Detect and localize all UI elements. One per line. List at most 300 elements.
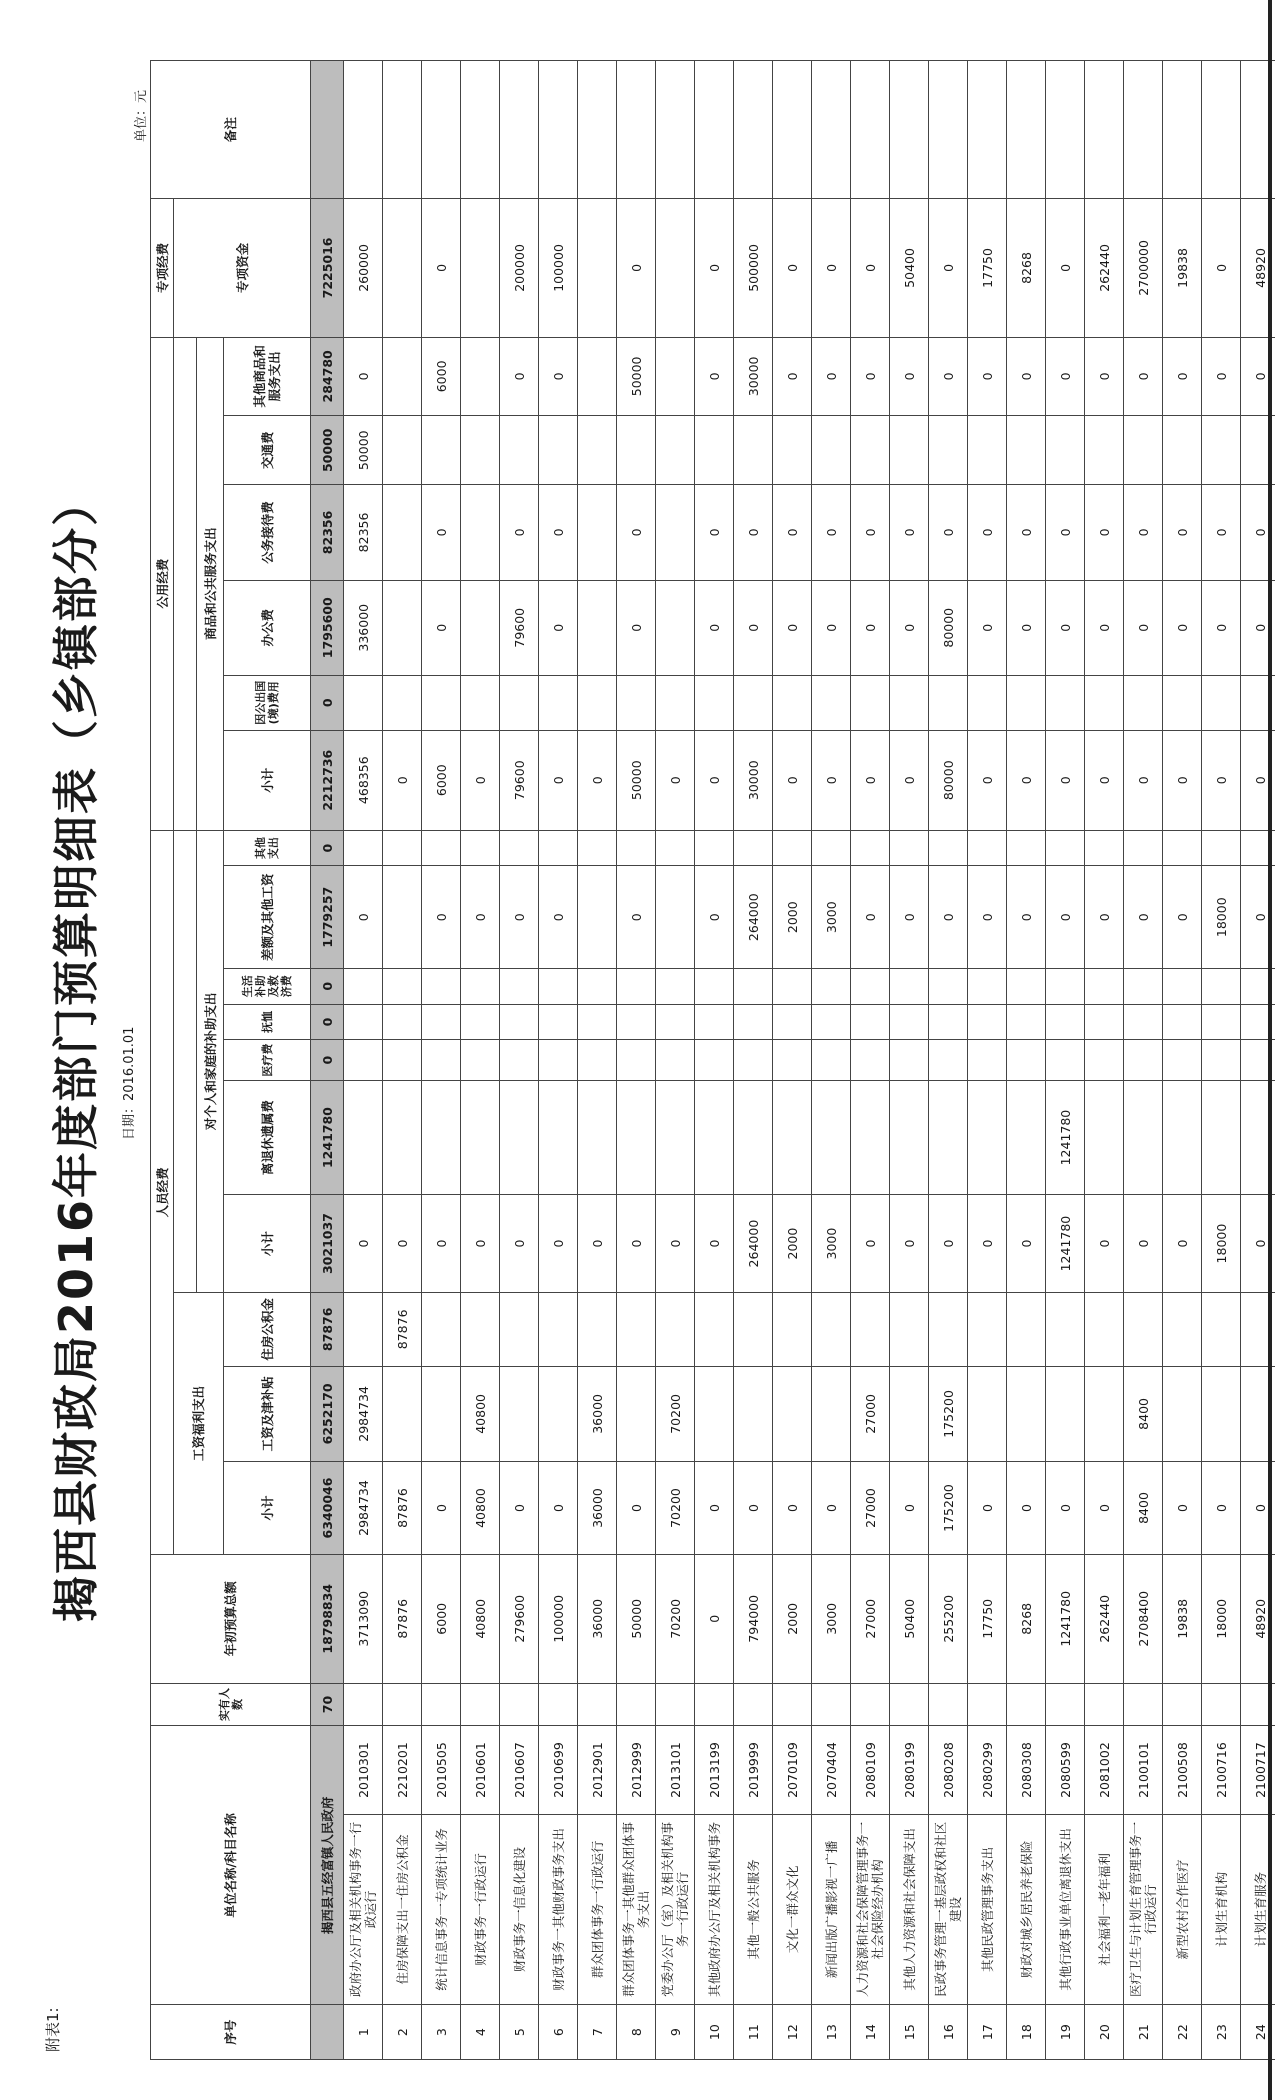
table-row bbox=[890, 61, 929, 2060]
cell-abroad bbox=[968, 675, 1007, 730]
col-living-subsidy: 生活补助及救济费 bbox=[224, 968, 311, 1004]
col-public-spacer bbox=[174, 337, 197, 830]
cell-goods-subtotal: 0 bbox=[656, 730, 695, 830]
cell-remark bbox=[656, 61, 695, 199]
cell-staff bbox=[695, 1683, 734, 1726]
cell-transport bbox=[812, 416, 851, 485]
cell-office: 0 bbox=[695, 580, 734, 675]
cell-retirement bbox=[422, 1080, 461, 1194]
cell-medical bbox=[383, 1040, 422, 1081]
total-row bbox=[311, 61, 344, 2060]
cell-travel-other: 2000 bbox=[773, 866, 812, 968]
cell-travel-other: 3000 bbox=[812, 866, 851, 968]
cell-family-subtotal: 0 bbox=[1085, 1195, 1124, 1293]
cell-travel-other: 0 bbox=[617, 866, 656, 968]
cell-family-subtotal: 0 bbox=[1007, 1195, 1046, 1293]
cell-abroad bbox=[1124, 675, 1163, 730]
cell-other-goods: 0 bbox=[539, 337, 578, 416]
cell-reception: 0 bbox=[500, 485, 539, 580]
col-family-group-spacer bbox=[174, 830, 197, 1292]
cell-remark bbox=[734, 61, 773, 199]
cell-reception: 82356 bbox=[344, 485, 383, 580]
cell-goods-subtotal: 0 bbox=[1124, 730, 1163, 830]
cell-medical bbox=[1124, 1040, 1163, 1081]
col-transport: 交通费 bbox=[224, 416, 311, 485]
cell-transport bbox=[851, 416, 890, 485]
cell-medical bbox=[812, 1040, 851, 1081]
cell-seq: 14 bbox=[851, 2005, 890, 2060]
cell-reception: 0 bbox=[617, 485, 656, 580]
cell-name: 统计信息事务一专项统计业务 bbox=[422, 1814, 461, 2005]
total-travel-other: 1779257 bbox=[311, 866, 344, 968]
cell-family-subtotal: 0 bbox=[1124, 1195, 1163, 1293]
cell-wage-allowance bbox=[1007, 1366, 1046, 1461]
cell-living-subsidy bbox=[500, 968, 539, 1004]
cell-wage-allowance: 8400 bbox=[1124, 1366, 1163, 1461]
cell-family-subtotal: 0 bbox=[383, 1195, 422, 1293]
table-row bbox=[968, 61, 1007, 2060]
cell-office: 0 bbox=[968, 580, 1007, 675]
cell-living-subsidy bbox=[461, 968, 500, 1004]
total-office: 1795600 bbox=[311, 580, 344, 675]
cell-code: 2080109 bbox=[851, 1726, 890, 1814]
col-medical: 医疗费 bbox=[224, 1040, 311, 1081]
cell-wage-subtotal: 0 bbox=[890, 1462, 929, 1555]
cell-name: 其他一般公共服务 bbox=[734, 1814, 773, 2005]
cell-special-fund: 2700000 bbox=[1124, 199, 1163, 337]
cell-medical bbox=[890, 1040, 929, 1081]
cell-abroad bbox=[1007, 675, 1046, 730]
cell-seq: 21 bbox=[1124, 2005, 1163, 2060]
cell-name: 财政对城乡居民养老保险 bbox=[1007, 1814, 1046, 2005]
cell-family-subtotal: 18000 bbox=[1202, 1195, 1241, 1293]
col-wage-subtotal: 小计 bbox=[224, 1462, 311, 1555]
table-row bbox=[851, 61, 890, 2060]
cell-special-fund: 0 bbox=[1202, 199, 1241, 337]
cell-family-subtotal: 0 bbox=[578, 1195, 617, 1293]
cell-goods-subtotal: 468356 bbox=[344, 730, 383, 830]
cell-other-expense bbox=[1124, 830, 1163, 866]
cell-remark bbox=[461, 61, 500, 199]
cell-total: 87876 bbox=[383, 1554, 422, 1683]
cell-special-fund: 0 bbox=[1046, 199, 1085, 337]
cell-family-subtotal: 0 bbox=[500, 1195, 539, 1293]
cell-living-subsidy bbox=[695, 968, 734, 1004]
cell-other-expense bbox=[578, 830, 617, 866]
cell-total: 794000 bbox=[734, 1554, 773, 1683]
cell-other-goods bbox=[578, 337, 617, 416]
cell-staff bbox=[1007, 1683, 1046, 1726]
cell-transport bbox=[1046, 416, 1085, 485]
cell-reception: 0 bbox=[1241, 485, 1275, 580]
cell-office: 0 bbox=[1007, 580, 1046, 675]
cell-seq: 12 bbox=[773, 2005, 812, 2060]
cell-wage-allowance: 175200 bbox=[929, 1366, 968, 1461]
cell-staff bbox=[1085, 1683, 1124, 1726]
cell-medical bbox=[500, 1040, 539, 1081]
cell-total: 6000 bbox=[422, 1554, 461, 1683]
cell-other-goods: 0 bbox=[1202, 337, 1241, 416]
cell-goods-subtotal: 0 bbox=[851, 730, 890, 830]
cell-special-fund: 0 bbox=[773, 199, 812, 337]
cell-housing-fund bbox=[734, 1292, 773, 1366]
cell-medical bbox=[695, 1040, 734, 1081]
cell-wage-subtotal: 0 bbox=[500, 1462, 539, 1555]
cell-abroad bbox=[1163, 675, 1202, 730]
cell-housing-fund bbox=[500, 1292, 539, 1366]
cell-code: 2010601 bbox=[461, 1726, 500, 1814]
cell-name: 财政事务一信息化建设 bbox=[500, 1814, 539, 2005]
cell-other-goods: 0 bbox=[812, 337, 851, 416]
cell-code: 2010505 bbox=[422, 1726, 461, 1814]
col-wage-allowance: 工资及津补贴 bbox=[224, 1366, 311, 1461]
cell-office bbox=[461, 580, 500, 675]
cell-other-expense bbox=[1085, 830, 1124, 866]
cell-goods-subtotal: 50000 bbox=[617, 730, 656, 830]
cell-housing-fund bbox=[851, 1292, 890, 1366]
cell-name: 其他行政事业单位离退休支出 bbox=[1046, 1814, 1085, 2005]
cell-goods-subtotal: 0 bbox=[578, 730, 617, 830]
cell-transport bbox=[422, 416, 461, 485]
total-transport: 50000 bbox=[311, 416, 344, 485]
cell-total: 17750 bbox=[968, 1554, 1007, 1683]
cell-medical bbox=[1085, 1040, 1124, 1081]
cell-reception: 0 bbox=[1007, 485, 1046, 580]
col-family-group: 对个人和家庭的补助支出 bbox=[197, 830, 224, 1292]
cell-other-expense bbox=[1007, 830, 1046, 866]
cell-transport bbox=[734, 416, 773, 485]
cell-pension bbox=[734, 1004, 773, 1040]
cell-staff bbox=[1163, 1683, 1202, 1726]
total-total: 18798834 bbox=[311, 1554, 344, 1683]
cell-other-expense bbox=[812, 830, 851, 866]
cell-goods-subtotal: 0 bbox=[812, 730, 851, 830]
cell-wage-subtotal: 0 bbox=[1046, 1462, 1085, 1555]
cell-code: 2080299 bbox=[968, 1726, 1007, 1814]
cell-seq: 22 bbox=[1163, 2005, 1202, 2060]
cell-code: 2100508 bbox=[1163, 1726, 1202, 1814]
cell-abroad bbox=[383, 675, 422, 730]
cell-wage-allowance bbox=[1202, 1366, 1241, 1461]
col-public: 公用经费 bbox=[151, 337, 174, 830]
cell-wage-allowance bbox=[812, 1366, 851, 1461]
cell-other-expense bbox=[344, 830, 383, 866]
col-other-expense: 其他支出 bbox=[224, 830, 311, 866]
cell-reception bbox=[656, 485, 695, 580]
table-row bbox=[734, 61, 773, 2060]
cell-other-expense bbox=[656, 830, 695, 866]
cell-retirement bbox=[344, 1080, 383, 1194]
cell-family-subtotal: 0 bbox=[968, 1195, 1007, 1293]
cell-other-goods: 30000 bbox=[734, 337, 773, 416]
cell-pension bbox=[461, 1004, 500, 1040]
cell-travel-other: 0 bbox=[851, 866, 890, 968]
table-row bbox=[1046, 61, 1085, 2060]
cell-abroad bbox=[1085, 675, 1124, 730]
cell-remark bbox=[617, 61, 656, 199]
cell-goods-subtotal: 79600 bbox=[500, 730, 539, 830]
attachment-label: 附表1: bbox=[44, 2007, 62, 2052]
cell-travel-other: 0 bbox=[1046, 866, 1085, 968]
cell-retirement bbox=[890, 1080, 929, 1194]
cell-wage-allowance bbox=[695, 1366, 734, 1461]
table-row bbox=[1085, 61, 1124, 2060]
table-row bbox=[539, 61, 578, 2060]
cell-other-goods: 50000 bbox=[617, 337, 656, 416]
cell-family-subtotal: 0 bbox=[422, 1195, 461, 1293]
table-row bbox=[1124, 61, 1163, 2060]
cell-family-subtotal: 0 bbox=[1163, 1195, 1202, 1293]
cell-travel-other: 0 bbox=[1085, 866, 1124, 968]
cell-retirement bbox=[1202, 1080, 1241, 1194]
cell-name: 政府办公厅及相关机构事务一行政运行 bbox=[344, 1814, 383, 2005]
cell-housing-fund bbox=[1046, 1292, 1085, 1366]
cell-remark bbox=[383, 61, 422, 199]
cell-medical bbox=[734, 1040, 773, 1081]
cell-other-expense bbox=[461, 830, 500, 866]
total-reception: 82356 bbox=[311, 485, 344, 580]
cell-abroad bbox=[461, 675, 500, 730]
total-remark bbox=[311, 61, 344, 199]
cell-living-subsidy bbox=[617, 968, 656, 1004]
cell-retirement bbox=[461, 1080, 500, 1194]
cell-living-subsidy bbox=[968, 968, 1007, 1004]
cell-staff bbox=[656, 1683, 695, 1726]
cell-family-subtotal: 264000 bbox=[734, 1195, 773, 1293]
cell-retirement bbox=[617, 1080, 656, 1194]
cell-housing-fund bbox=[1124, 1292, 1163, 1366]
table-row bbox=[1007, 61, 1046, 2060]
cell-goods-subtotal: 80000 bbox=[929, 730, 968, 830]
cell-remark bbox=[422, 61, 461, 199]
cell-special-fund: 100000 bbox=[539, 199, 578, 337]
cell-abroad bbox=[578, 675, 617, 730]
cell-special-fund: 200000 bbox=[500, 199, 539, 337]
cell-abroad bbox=[695, 675, 734, 730]
cell-other-expense bbox=[383, 830, 422, 866]
cell-wage-subtotal: 36000 bbox=[578, 1462, 617, 1555]
cell-staff bbox=[890, 1683, 929, 1726]
cell-pension bbox=[539, 1004, 578, 1040]
cell-medical bbox=[617, 1040, 656, 1081]
cell-other-goods: 0 bbox=[500, 337, 539, 416]
cell-other-goods: 0 bbox=[929, 337, 968, 416]
cell-retirement bbox=[539, 1080, 578, 1194]
table-row bbox=[929, 61, 968, 2060]
cell-wage-allowance: 40800 bbox=[461, 1366, 500, 1461]
cell-retirement bbox=[812, 1080, 851, 1194]
total-staff: 70 bbox=[311, 1683, 344, 1726]
cell-wage-subtotal: 40800 bbox=[461, 1462, 500, 1555]
cell-other-expense bbox=[851, 830, 890, 866]
cell-transport bbox=[1124, 416, 1163, 485]
cell-goods-subtotal: 0 bbox=[1085, 730, 1124, 830]
cell-remark bbox=[1202, 61, 1241, 199]
cell-total: 1241780 bbox=[1046, 1554, 1085, 1683]
cell-remark bbox=[929, 61, 968, 199]
cell-name: 医疗卫生与计划生育管理事务一行政运行 bbox=[1124, 1814, 1163, 2005]
cell-name: 财政事务一其他财政事务支出 bbox=[539, 1814, 578, 2005]
cell-wage-subtotal: 175200 bbox=[929, 1462, 968, 1555]
cell-office: 0 bbox=[539, 580, 578, 675]
cell-transport bbox=[929, 416, 968, 485]
cell-code: 2070404 bbox=[812, 1726, 851, 1814]
cell-medical bbox=[1046, 1040, 1085, 1081]
col-other-goods: 其他商品和服务支出 bbox=[224, 337, 311, 416]
table-row bbox=[383, 61, 422, 2060]
cell-reception: 0 bbox=[1124, 485, 1163, 580]
total-living-subsidy: 0 bbox=[311, 968, 344, 1004]
cell-total: 3000 bbox=[812, 1554, 851, 1683]
total-special-fund: 7225016 bbox=[311, 199, 344, 337]
table-row bbox=[461, 61, 500, 2060]
cell-pension bbox=[578, 1004, 617, 1040]
cell-office: 0 bbox=[812, 580, 851, 675]
cell-office: 0 bbox=[890, 580, 929, 675]
cell-abroad bbox=[539, 675, 578, 730]
cell-office bbox=[383, 580, 422, 675]
cell-code: 2210201 bbox=[383, 1726, 422, 1814]
cell-wage-subtotal: 0 bbox=[539, 1462, 578, 1555]
cell-abroad bbox=[734, 675, 773, 730]
cell-goods-subtotal: 30000 bbox=[734, 730, 773, 830]
cell-name: 其他政府办公厅及相关机构事务 bbox=[695, 1814, 734, 2005]
cell-wage-allowance bbox=[500, 1366, 539, 1461]
cell-code: 2013199 bbox=[695, 1726, 734, 1814]
table-row bbox=[578, 61, 617, 2060]
cell-wage-allowance bbox=[539, 1366, 578, 1461]
cell-reception: 0 bbox=[422, 485, 461, 580]
cell-special-fund: 0 bbox=[812, 199, 851, 337]
cell-staff bbox=[578, 1683, 617, 1726]
cell-housing-fund bbox=[1007, 1292, 1046, 1366]
cell-code: 2100717 bbox=[1241, 1726, 1275, 1814]
cell-transport bbox=[1163, 416, 1202, 485]
cell-travel-other: 18000 bbox=[1202, 866, 1241, 968]
cell-code: 2080208 bbox=[929, 1726, 968, 1814]
cell-wage-subtotal: 0 bbox=[1007, 1462, 1046, 1555]
cell-pension bbox=[656, 1004, 695, 1040]
cell-other-goods: 0 bbox=[1241, 337, 1275, 416]
cell-other-expense bbox=[1046, 830, 1085, 866]
cell-total: 8268 bbox=[1007, 1554, 1046, 1683]
cell-transport bbox=[617, 416, 656, 485]
cell-special-fund bbox=[461, 199, 500, 337]
cell-family-subtotal: 0 bbox=[851, 1195, 890, 1293]
cell-wage-allowance: 70200 bbox=[656, 1366, 695, 1461]
cell-seq: 18 bbox=[1007, 2005, 1046, 2060]
total-medical: 0 bbox=[311, 1040, 344, 1081]
cell-special-fund: 0 bbox=[851, 199, 890, 337]
cell-housing-fund bbox=[539, 1292, 578, 1366]
col-staff: 实有人数 bbox=[151, 1683, 311, 1726]
total-family-subtotal: 3021037 bbox=[311, 1195, 344, 1293]
cell-code: 2080308 bbox=[1007, 1726, 1046, 1814]
cell-other-expense bbox=[539, 830, 578, 866]
cell-office: 0 bbox=[617, 580, 656, 675]
cell-wage-subtotal: 87876 bbox=[383, 1462, 422, 1555]
cell-living-subsidy bbox=[1163, 968, 1202, 1004]
cell-remark bbox=[695, 61, 734, 199]
cell-wage-allowance bbox=[890, 1366, 929, 1461]
cell-other-goods: 0 bbox=[1007, 337, 1046, 416]
cell-remark bbox=[539, 61, 578, 199]
cell-staff bbox=[422, 1683, 461, 1726]
cell-total: 0 bbox=[695, 1554, 734, 1683]
cell-code: 2013101 bbox=[656, 1726, 695, 1814]
col-family-subtotal: 小计 bbox=[224, 1195, 311, 1293]
cell-living-subsidy bbox=[422, 968, 461, 1004]
cell-code: 2100716 bbox=[1202, 1726, 1241, 1814]
cell-seq: 11 bbox=[734, 2005, 773, 2060]
cell-wage-subtotal: 2984734 bbox=[344, 1462, 383, 1555]
cell-wage-subtotal: 27000 bbox=[851, 1462, 890, 1555]
col-personnel: 人员经费 bbox=[151, 830, 174, 1554]
cell-wage-subtotal: 0 bbox=[1202, 1462, 1241, 1555]
cell-housing-fund bbox=[968, 1292, 1007, 1366]
cell-transport bbox=[539, 416, 578, 485]
cell-wage-subtotal: 8400 bbox=[1124, 1462, 1163, 1555]
cell-goods-subtotal: 0 bbox=[461, 730, 500, 830]
cell-family-subtotal: 0 bbox=[656, 1195, 695, 1293]
cell-other-goods: 0 bbox=[1163, 337, 1202, 416]
cell-code: 2100101 bbox=[1124, 1726, 1163, 1814]
cell-retirement bbox=[773, 1080, 812, 1194]
cell-pension bbox=[695, 1004, 734, 1040]
cell-medical bbox=[1202, 1040, 1241, 1081]
cell-family-subtotal: 0 bbox=[890, 1195, 929, 1293]
cell-staff bbox=[812, 1683, 851, 1726]
cell-pension bbox=[617, 1004, 656, 1040]
table-row bbox=[695, 61, 734, 2060]
cell-family-subtotal: 1241780 bbox=[1046, 1195, 1085, 1293]
cell-other-goods: 0 bbox=[344, 337, 383, 416]
cell-staff bbox=[539, 1683, 578, 1726]
cell-transport bbox=[1007, 416, 1046, 485]
cell-seq: 2 bbox=[383, 2005, 422, 2060]
cell-other-goods bbox=[383, 337, 422, 416]
cell-goods-subtotal: 0 bbox=[890, 730, 929, 830]
col-reception: 公务接待费 bbox=[224, 485, 311, 580]
cell-other-expense bbox=[617, 830, 656, 866]
cell-living-subsidy bbox=[383, 968, 422, 1004]
cell-seq: 17 bbox=[968, 2005, 1007, 2060]
cell-code: 2080199 bbox=[890, 1726, 929, 1814]
cell-other-goods: 0 bbox=[695, 337, 734, 416]
cell-housing-fund bbox=[1163, 1292, 1202, 1366]
cell-goods-subtotal: 0 bbox=[1007, 730, 1046, 830]
cell-other-goods bbox=[656, 337, 695, 416]
cell-other-goods: 0 bbox=[968, 337, 1007, 416]
cell-seq: 24 bbox=[1241, 2005, 1275, 2060]
cell-office: 0 bbox=[1163, 580, 1202, 675]
cell-goods-subtotal: 6000 bbox=[422, 730, 461, 830]
cell-goods-subtotal: 0 bbox=[1241, 730, 1275, 830]
cell-abroad bbox=[812, 675, 851, 730]
cell-other-goods: 0 bbox=[1046, 337, 1085, 416]
cell-staff bbox=[968, 1683, 1007, 1726]
cell-reception: 0 bbox=[539, 485, 578, 580]
cell-office: 0 bbox=[1124, 580, 1163, 675]
cell-remark bbox=[1007, 61, 1046, 199]
cell-travel-other: 0 bbox=[1124, 866, 1163, 968]
col-name: 单位名称/科目名称 bbox=[151, 1726, 311, 2005]
cell-goods-subtotal: 0 bbox=[773, 730, 812, 830]
cell-wage-allowance: 36000 bbox=[578, 1366, 617, 1461]
cell-travel-other: 0 bbox=[500, 866, 539, 968]
cell-retirement bbox=[656, 1080, 695, 1194]
total-name: 揭西县五经富镇人民政府 bbox=[311, 1726, 344, 2005]
